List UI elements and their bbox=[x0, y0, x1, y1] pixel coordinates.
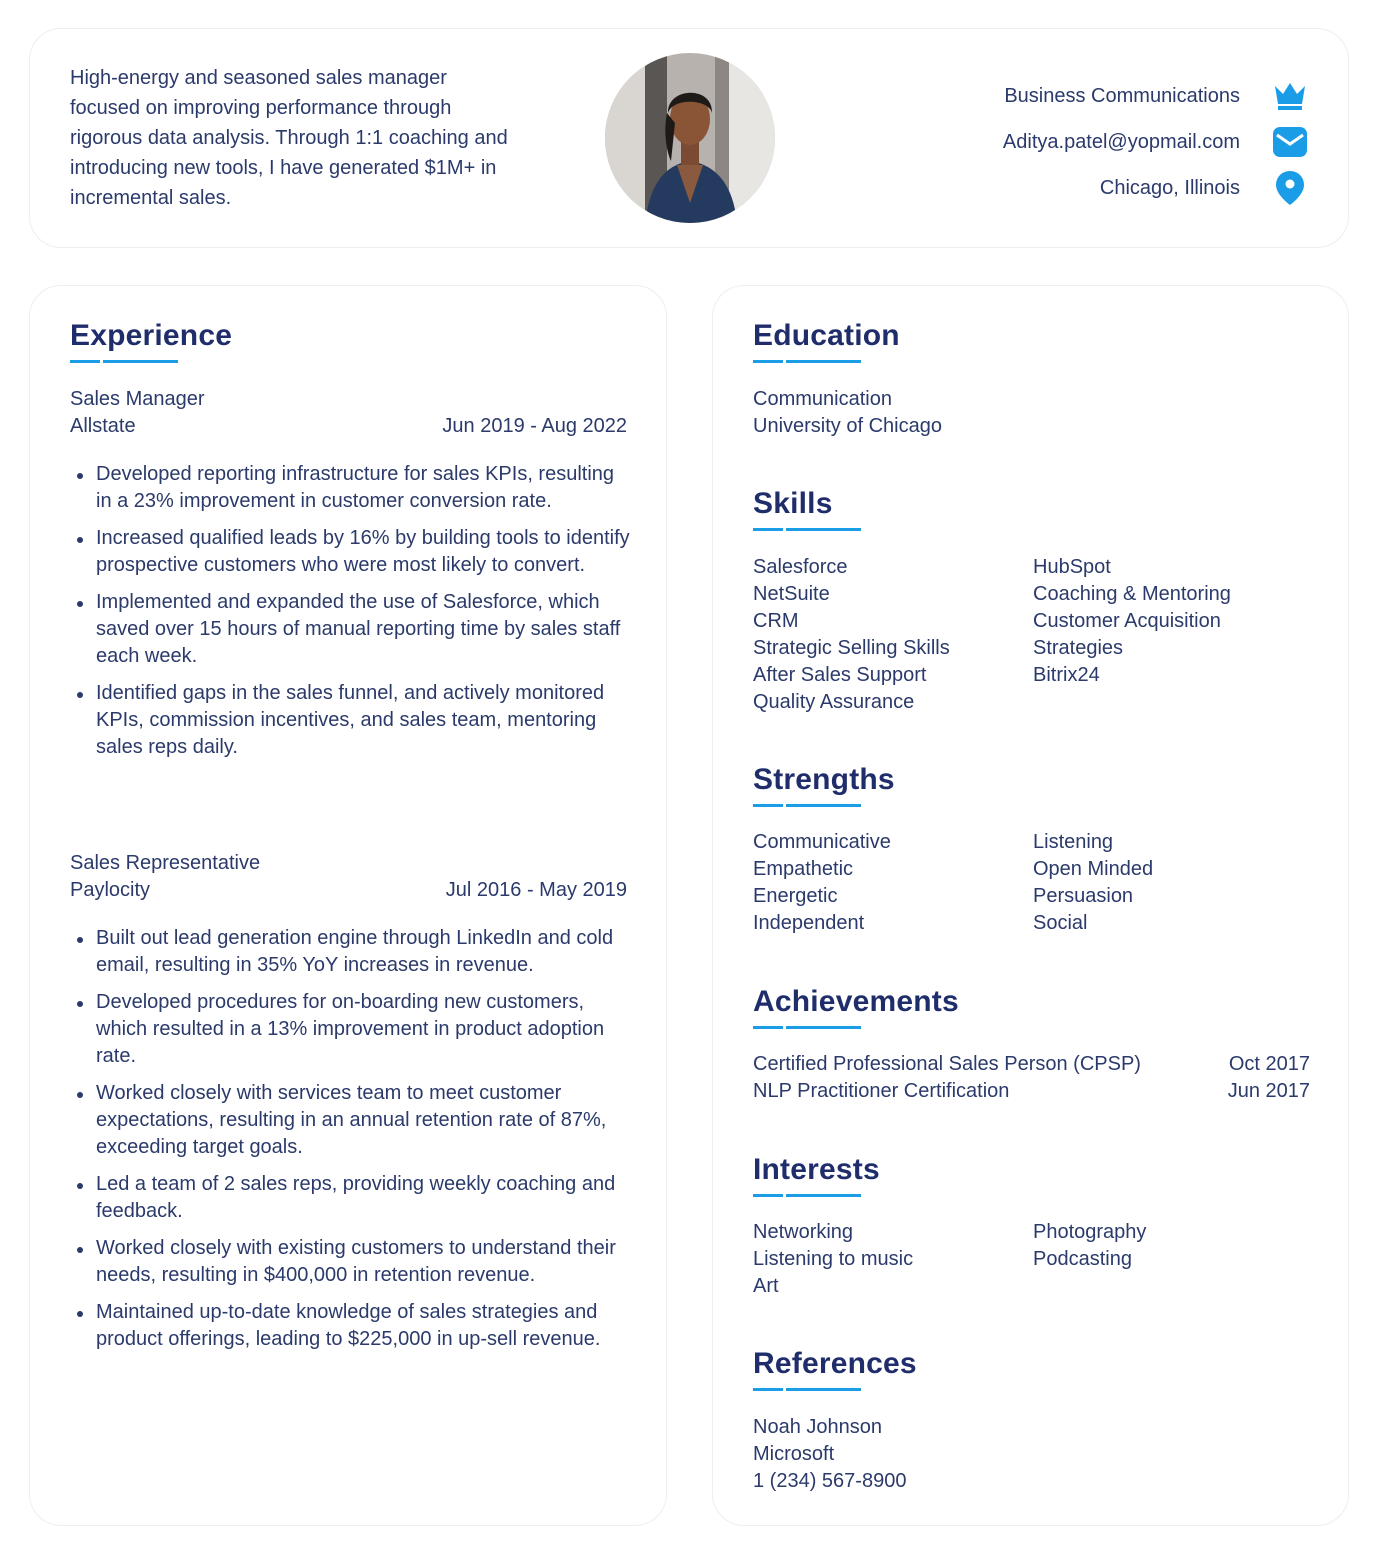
skill-item: HubSpot bbox=[1033, 556, 1111, 578]
job-company: Paylocity bbox=[70, 879, 151, 901]
interest-item: Listening to music bbox=[753, 1248, 914, 1270]
interest-item: Networking bbox=[753, 1221, 854, 1243]
reference-company: Microsoft bbox=[753, 1443, 835, 1465]
interest-item: Art bbox=[753, 1275, 779, 1297]
achievement-date: Jun 2017 bbox=[1227, 1080, 1310, 1102]
contact-role bbox=[888, 73, 1308, 119]
education-heading: Education bbox=[753, 319, 900, 352]
crown-icon bbox=[1272, 78, 1308, 114]
reference-name: Noah Johnson bbox=[753, 1416, 882, 1438]
role-text: Business Communications bbox=[1004, 84, 1240, 107]
skill-item: Customer Acquisition bbox=[1033, 610, 1221, 632]
strength-item: Open Minded bbox=[1033, 858, 1154, 880]
contact-location bbox=[888, 165, 1308, 211]
achievements-heading: Achievements bbox=[753, 985, 959, 1018]
strengths-underline bbox=[753, 804, 861, 807]
bullet-item: Identified gaps in the sales funnel, and actively monitored KPIs, commission incentives, and sales team, mentoring sales reps daily. bbox=[70, 680, 630, 761]
skill-item: Strategic Selling Skills bbox=[753, 637, 950, 659]
skill-item: Strategies bbox=[1033, 637, 1124, 659]
interests-list bbox=[753, 1219, 1313, 1300]
achievement-row bbox=[753, 1078, 1310, 1105]
achievements-list bbox=[753, 1051, 1310, 1105]
bullet-item: Built out lead generation engine through LinkedIn and cold email, resulting in 35% YoY increases in revenue. bbox=[70, 925, 630, 979]
skill-item: Quality Assurance bbox=[753, 691, 915, 713]
contact-list bbox=[888, 73, 1308, 211]
strength-item: Empathetic bbox=[753, 858, 854, 880]
job-role: Sales Manager bbox=[70, 388, 205, 410]
achievement-name: NLP Practitioner Certification bbox=[753, 1080, 1010, 1102]
strength-item: Independent bbox=[753, 912, 865, 934]
strength-item: Communicative bbox=[753, 831, 891, 853]
profile-summary: High-energy and seasoned sales manager focused on improving performance through rigorous data analysis. Through 1:1 coaching and introducing new tools, I have generated $1M+ in incremental sales. bbox=[70, 67, 508, 209]
references-heading: References bbox=[753, 1347, 917, 1380]
bullet-item: Maintained up-to-date knowledge of sales strategies and product offerings, leading to $225,000 in up-sell revenue. bbox=[70, 1299, 630, 1353]
contact-email[interactable] bbox=[888, 119, 1308, 165]
bullet-item: Implemented and expanded the use of Salesforce, which saved over 15 hours of manual reporting time by sales staff each week. bbox=[70, 589, 630, 670]
skills-heading: Skills bbox=[753, 487, 833, 520]
skill-item: CRM bbox=[753, 610, 799, 632]
skill-item: Bitrix24 bbox=[1033, 664, 1100, 686]
achievements-underline bbox=[753, 1026, 861, 1029]
achievement-date: Oct 2017 bbox=[1228, 1053, 1310, 1075]
strength-item: Persuasion bbox=[1033, 885, 1134, 907]
bullet-item: Increased qualified leads by 16% by building tools to identify prospective customers who were most likely to convert. bbox=[70, 525, 630, 579]
interest-item: Podcasting bbox=[1033, 1248, 1132, 1270]
references-underline bbox=[753, 1388, 861, 1391]
header-card bbox=[29, 28, 1349, 248]
skills-list bbox=[753, 554, 1313, 716]
sidebar-card bbox=[712, 285, 1349, 1526]
strength-item: Energetic bbox=[753, 885, 838, 907]
interests-underline bbox=[753, 1194, 861, 1197]
education-school: University of Chicago bbox=[753, 415, 942, 437]
job-bullets bbox=[70, 461, 630, 771]
strength-item: Social bbox=[1033, 912, 1088, 934]
achievement-name: Certified Professional Sales Person (CPSP) bbox=[753, 1053, 1141, 1075]
location-pin-icon bbox=[1272, 170, 1308, 206]
email-text[interactable]: Aditya.patel@yopmail.com bbox=[1002, 130, 1240, 153]
skill-item: NetSuite bbox=[753, 583, 830, 605]
profile-photo bbox=[605, 53, 775, 223]
job-role: Sales Representative bbox=[70, 852, 261, 874]
interests-heading: Interests bbox=[753, 1153, 880, 1186]
strengths-heading: Strengths bbox=[753, 763, 895, 796]
experience-underline bbox=[70, 360, 178, 363]
job-header bbox=[70, 386, 627, 440]
skill-item: After Sales Support bbox=[753, 664, 927, 686]
job-company: Allstate bbox=[70, 415, 136, 437]
interest-item: Photography bbox=[1033, 1221, 1147, 1243]
bullet-item: Led a team of 2 sales reps, providing weekly coaching and feedback. bbox=[70, 1171, 630, 1225]
location-text: Chicago, Illinois bbox=[1099, 176, 1240, 199]
strength-item: Listening bbox=[1033, 831, 1114, 853]
education-underline bbox=[753, 360, 861, 363]
achievement-row bbox=[753, 1051, 1310, 1078]
job-bullets bbox=[70, 925, 630, 1363]
experience-heading: Experience bbox=[70, 319, 233, 352]
strengths-list bbox=[753, 829, 1313, 937]
skills-underline bbox=[753, 528, 861, 531]
bullet-item: Worked closely with services team to meet customer expectations, resulting in an annual retention rate of 87%, exceeding target goals. bbox=[70, 1080, 630, 1161]
bullet-item: Developed reporting infrastructure for sales KPIs, resulting in a 23% improvement in customer conversion rate. bbox=[70, 461, 630, 515]
experience-card bbox=[29, 285, 667, 1526]
envelope-icon bbox=[1272, 124, 1308, 160]
bullet-item: Developed procedures for on-boarding new customers, which resulted in a 13% improvement in product adoption rate. bbox=[70, 989, 630, 1070]
job-header bbox=[70, 850, 627, 904]
education-degree: Communication bbox=[753, 388, 892, 410]
skill-item: Salesforce bbox=[753, 556, 848, 578]
skill-item: Coaching & Mentoring bbox=[1033, 583, 1231, 605]
job-dates: Jul 2016 - May 2019 bbox=[445, 879, 627, 901]
reference-phone: 1 (234) 567-8900 bbox=[753, 1470, 907, 1492]
job-dates: Jun 2019 - Aug 2022 bbox=[442, 415, 627, 437]
bullet-item: Worked closely with existing customers to understand their needs, resulting in $400,000 in retention revenue. bbox=[70, 1235, 630, 1289]
